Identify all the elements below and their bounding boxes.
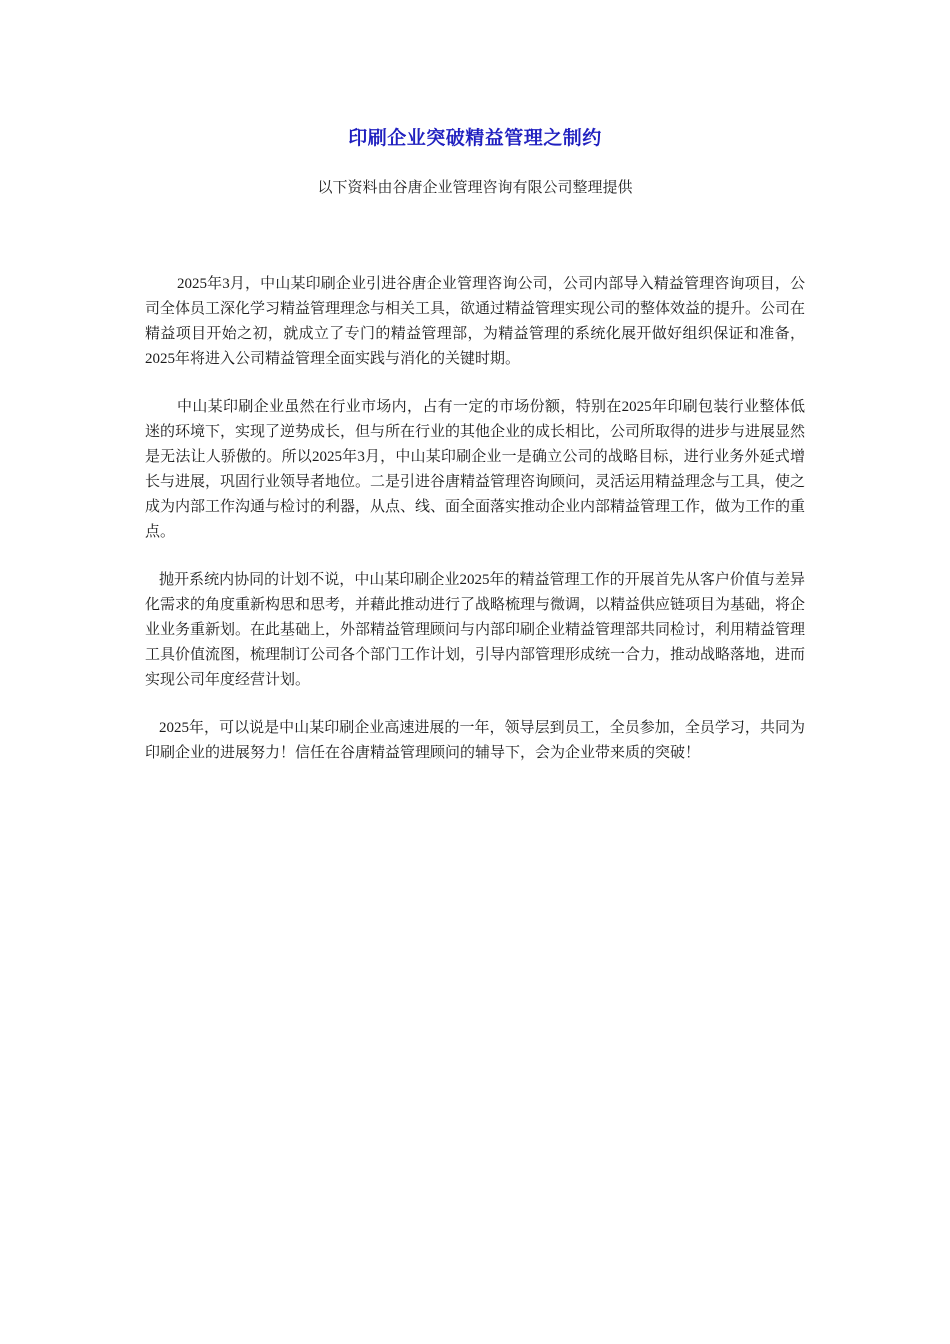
document-body (145, 272, 805, 789)
paragraph-2: 中山某印刷企业虽然在行业市场内，占有一定的市场份额，特别在2025年印刷包装行业整体低迷的环境下，实现了逆势成长，但与所在行业的其他企业的成长相比，公司所取得的进步与进展显然是无法让人骄傲的。所以2025年3月，中山某印刷企业一是确立公司的战略目标，进行业务外延式增长与进展，巩固行业领导者地位。二是引进谷唐精益管理咨询顾问，灵活运用精益理念与工具，使之成为内部工作沟通与检讨的利器，从点、线、面全面落实推动企业内部精益管理工作，做为工作的重点。 (145, 399, 806, 540)
document-title: 印刷企业突破精益管理之制约 (348, 127, 602, 149)
paragraph-1: 2025年3月，中山某印刷企业引进谷唐企业管理咨询公司，公司内部导入精益管理咨询项目，公司全体员工深化学习精益管理理念与相关工具，欲通过精益管理实现公司的整体效益的提升。公司在精益项目开始之初，就成立了专门的精益管理部，为精益管理的系统化展开做好组织保证和准备，2025年将进入公司精益管理全面实践与消化的关键时期。 (145, 276, 806, 367)
paragraph-3: 抛开系统内协同的计划不说，中山某印刷企业2025年的精益管理工作的开展首先从客户价值与差异化需求的角度重新构思和思考，并藉此推动进行了战略梳理与微调，以精益供应链项目为基础，将企业业务重新划。在此基础上，外部精益管理顾问与内部印刷企业精益管理部共同检讨，利用精益管理工具价值流图，梳理制订公司各个部门工作计划，引导内部管理形成统一合力，推动战略落地，进而实现公司年度经营计划。 (145, 572, 806, 688)
document-subtitle: 以下资料由谷唐企业管理咨询有限公司整理提供 (317, 180, 633, 196)
paragraph-4: 2025年，可以说是中山某印刷企业高速进展的一年，领导层到员工，全员参加，全员学习，共同为印刷企业的进展努力！信任在谷唐精益管理顾问的辅导下，会为企业带来质的突破！ (145, 720, 805, 761)
